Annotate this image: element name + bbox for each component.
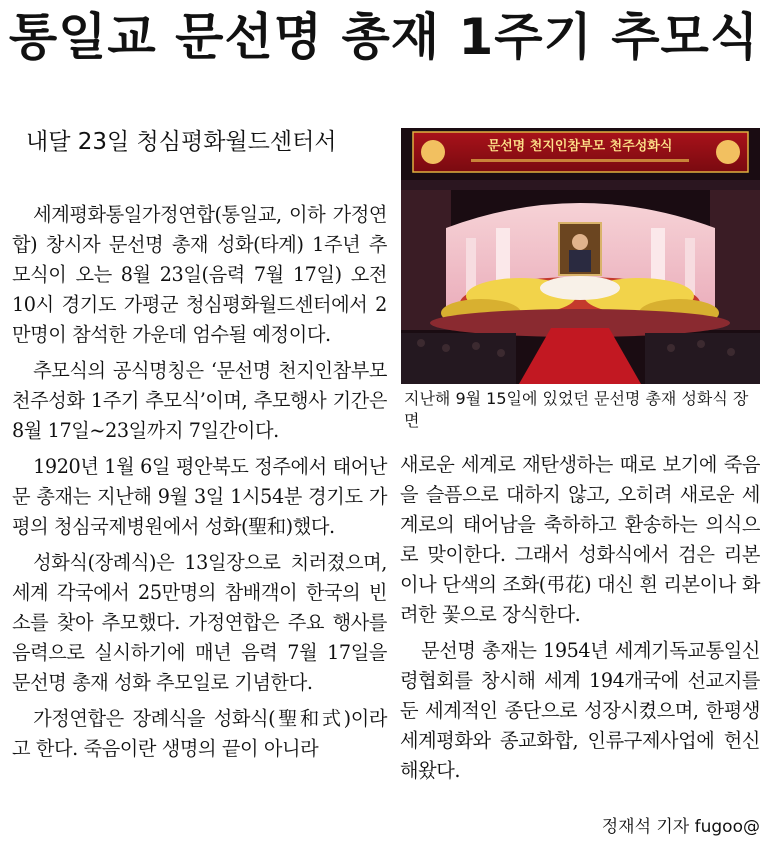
body-paragraph: 추모식의 공식명칭은 ‘문선명 천지인참부모 천주성화 1주기 추모식’이며, 추모행사 기간은 8월 17일~23일까지 7일간이다.	[12, 359, 387, 442]
body-paragraph: 성화식(장례식)은 13일장으로 치러졌으며, 세계 각국에서 25만명의 참배객이 한국의 빈소를 찾아 추모했다. 가정연합은 주요 행사를 음력으로 실시하기에 매년 음력 7월 17일을 문선명 총재 성화 추모일로 기념한다.	[12, 551, 387, 694]
ceremony-stage-illustration	[401, 128, 760, 384]
banner-text: 문선명 천지인참부모 천주성화식	[487, 139, 673, 154]
headline: 통일교 문선명 총재 1주기 추모식	[8, 8, 760, 66]
article-body-left	[12, 200, 387, 764]
body-paragraph: 1920년 1월 6일 평안북도 정주에서 태어난 문 총재는 지난해 9월 3일 1시54분 경기도 가평의 청심국제병원에서 성화(聖和)했다.	[12, 455, 387, 538]
ceremony-photo	[401, 128, 760, 384]
article-body-right	[400, 450, 760, 786]
body-paragraph: 새로운 세계로 재탄생하는 때로 보기에 죽음을 슬픔으로 대하지 않고, 오히려 새로운 세계로의 태어남을 축하하고 환송하는 의식으로 맞이한다. 그래서 성화식에서 검은 리본이나 단색의 조화(弔花) 대신 흰 리본이나 화려한 꽃으로 장식한다.	[400, 453, 760, 626]
body-paragraph: 세계평화통일가정연합(통일교, 이하 가정연합) 창시자 문선명 총재 성화(타계) 1주년 추모식이 오는 8월 23일(음력 7월 17일) 오전 10시 경기도 가평군 청심평화월드센터에서 2만명이 참석한 가운데 엄수될 예정이다.	[12, 203, 387, 346]
body-paragraph: 가정연합은 장례식을 성화식(聖和式)이라고 한다. 죽음이란 생명의 끝이 아니라	[12, 707, 387, 760]
photo-caption: 지난해 9월 15일에 있었던 문선명 총재 성화식 장면	[404, 389, 749, 430]
byline: 정재석 기자 fugoo@	[601, 817, 760, 837]
subheadline: 내달 23일 청심평화월드센터서	[26, 129, 337, 155]
body-paragraph: 문선명 총재는 1954년 세계기독교통일신령협회를 창시해 세계 194개국에 선교지를 둔 세계적인 종단으로 성장시켰으며, 한평생 세계평화와 종교화합, 인류구제사업에 헌신해왔다.	[400, 639, 760, 782]
